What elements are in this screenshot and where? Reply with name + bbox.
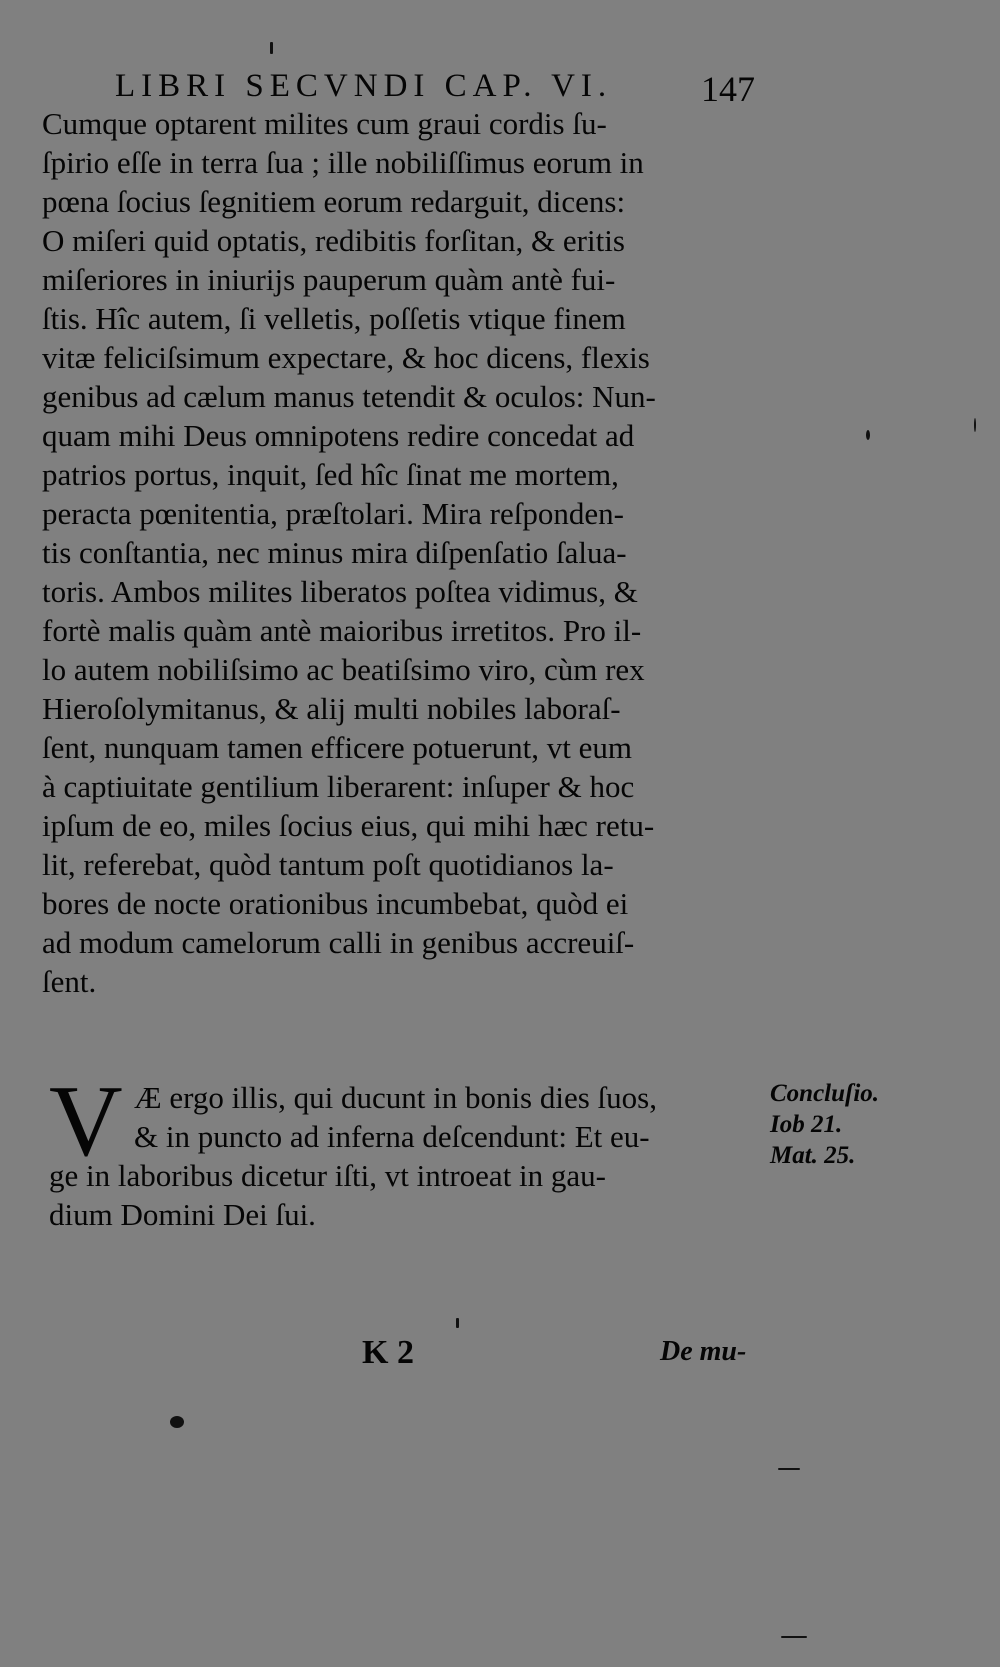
text-line: vitæ feliciſsimum expectare, & hoc dicens, flexis — [42, 340, 650, 375]
text-line: patrios portus, inquit, ſed hîc ſinat me mortem, — [42, 457, 619, 492]
text-line: ge in laboribus dicetur iſti, vt introeat in gau- — [49, 1158, 607, 1193]
closing-paragraph — [49, 1065, 769, 1238]
text-line: dium Domini Dei ſui. — [49, 1197, 316, 1232]
ink-speck — [270, 42, 273, 54]
text-line: peracta pœnitentia, præſtolari. Mira reſponden- — [42, 496, 624, 531]
ink-speck — [778, 1468, 800, 1470]
text-line: ſent. — [42, 964, 97, 999]
signature-mark: K 2 — [362, 1334, 414, 1371]
text-line: pœna ſocius ſegnitiem eorum redarguit, dicens: — [42, 184, 626, 219]
ink-speck — [781, 1636, 807, 1638]
catchword: De mu- — [660, 1336, 747, 1367]
margin-note: Concluſio. — [770, 1080, 880, 1107]
text-line: à captiuitate gentilium liberarent: inſuper & hoc — [42, 769, 635, 804]
text-line: bores de nocte orationibus incumbebat, quòd ei — [42, 886, 629, 921]
page-number: 147 — [701, 69, 755, 109]
text-line: & in puncto ad inferna deſcendunt: Et eu- — [134, 1119, 650, 1154]
text-line: genibus ad cælum manus tetendit & oculos: Nun- — [42, 379, 656, 414]
text-line: miſeriores in iniurijs pauperum quàm antè fui- — [42, 262, 616, 297]
text-line: O miſeri quid optatis, redibitis forſitan, & eritis — [42, 223, 625, 258]
text-line: Hieroſolymitanus, & alij multi nobiles laboraſ- — [42, 691, 621, 726]
drop-cap: V — [49, 1065, 123, 1178]
margin-note: Mat. 25. — [770, 1142, 856, 1169]
text-line: ipſum de eo, miles ſocius eius, qui mihi hæc retu- — [42, 808, 655, 843]
text-line: quam mihi Deus omnipotens redire concedat ad — [42, 418, 635, 453]
text-line: lit, referebat, quòd tantum poſt quotidianos la- — [42, 847, 614, 882]
text-line: ſpirio eſſe in terra ſua ; ille nobiliſſimus eorum in — [42, 145, 644, 180]
main-text-block — [42, 104, 762, 1001]
text-line: lo autem nobiliſsimo ac beatiſsimo viro, cùm rex — [42, 652, 645, 687]
margin-notes — [770, 1078, 915, 1171]
running-title: LIBRI SECVNDI CAP. VI. — [115, 68, 613, 104]
text-line: tis conſtantia, nec minus mira diſpenſatio ſalua- — [42, 535, 627, 570]
text-line: ſtis. Hîc autem, ſi velletis, poſſetis vtique finem — [42, 301, 626, 336]
ink-speck — [456, 1318, 459, 1328]
text-line: ſent, nunquam tamen efficere potuerunt, vt eum — [42, 730, 632, 765]
text-line: fortè malis quàm antè maioribus irretitos. Pro il- — [42, 613, 642, 648]
ink-speck — [974, 418, 976, 432]
text-line: toris. Ambos milites liberatos poſtea vidimus, & — [42, 574, 638, 609]
ink-speck — [170, 1416, 184, 1428]
ink-speck — [866, 430, 870, 440]
text-line: Æ ergo illis, qui ducunt in bonis dies ſuos, — [134, 1080, 657, 1115]
text-line: ad modum camelorum calli in genibus accreuiſ- — [42, 925, 635, 960]
text-line: Cumque optarent milites cum graui cordis ſu- — [42, 106, 607, 141]
margin-note: Iob 21. — [770, 1111, 843, 1138]
